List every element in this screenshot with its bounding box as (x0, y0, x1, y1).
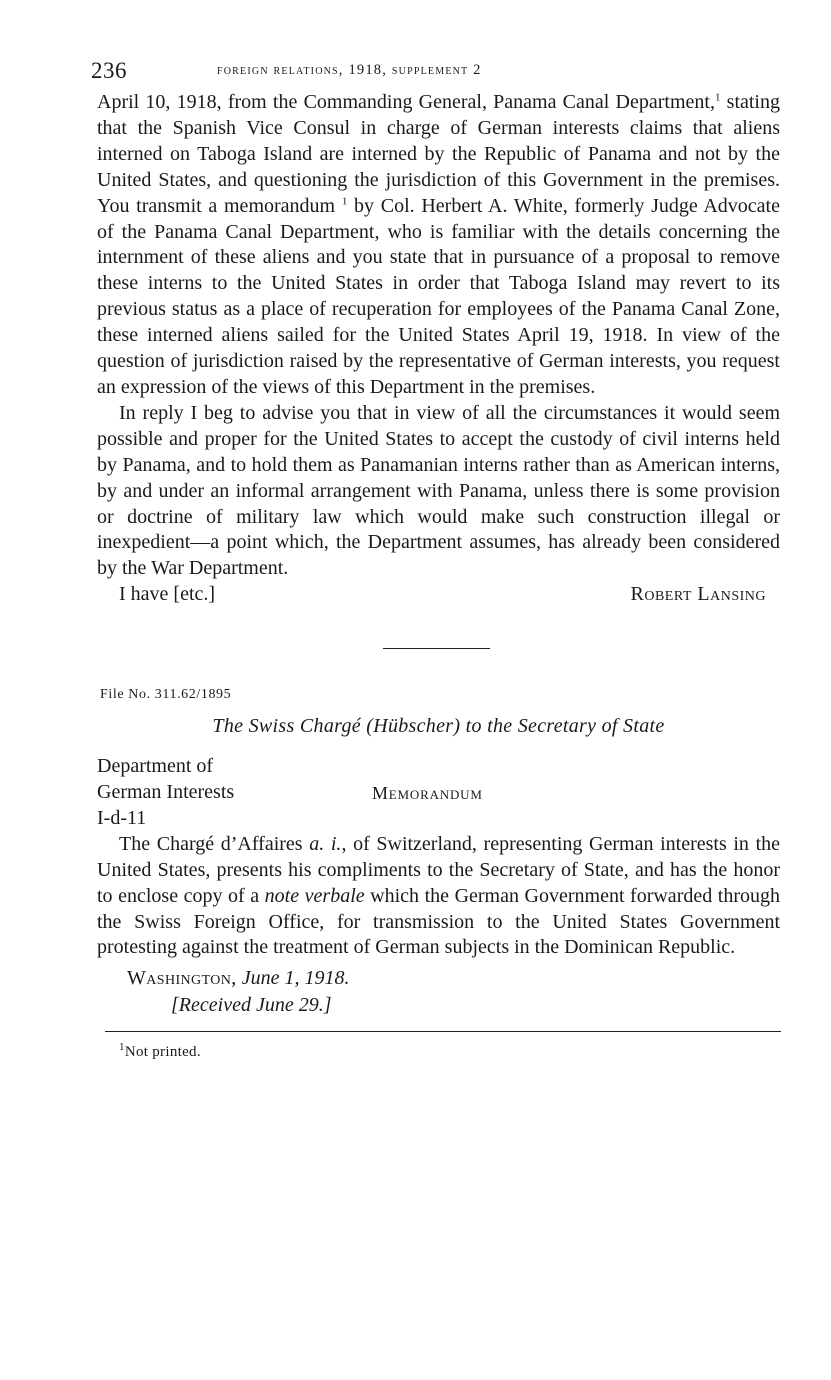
footnote-ref: 1 (341, 194, 348, 207)
section-separator (383, 648, 490, 649)
footnote (119, 1041, 780, 1061)
footnote-rule (105, 1031, 781, 1032)
running-title: foreign relations, 1918, supplement 2 (217, 62, 482, 78)
footnote-marker: 1 (119, 1041, 125, 1054)
memo-text: which the German Government forwarded through the Swiss Foreign Office, for transmission to the United States Government protesting against the treatment of German subjects in the Dominican Republic. (97, 884, 780, 959)
footnote-text: Not printed. (124, 1044, 201, 1061)
document-page (91, 56, 781, 1061)
running-header (91, 56, 780, 90)
closing: I have [etc.] (119, 583, 216, 606)
letter-text: April 10, 1918, from the Commanding General, Panama Canal Department, (97, 91, 715, 113)
dateline (97, 965, 780, 1019)
received-date: [Received June 29.] (171, 994, 332, 1017)
memo-text-italic: note verbale (264, 884, 365, 907)
footnote-ref: 1 (714, 91, 721, 104)
memo-header (97, 754, 780, 832)
letter-text: stating that the Spanish Vice Consul in charge of German interests claims that aliens interned on Taboga Island are interned by the Republic of Panama and not by the United States, and questioning the jurisdiction of this Government in the premises. You transmit a memorandum (97, 91, 780, 217)
memo-text: , of Switzerland, representing German interests in the United States, presents his compliments to the Secretary of State, and has the honor to enclose copy of a (97, 832, 781, 907)
letter-paragraph-2: In reply I beg to advise you that in view of all the circumstances it would seem possible and proper for the United States to accept the custody of civil interns held by Panama, and to hold them as Panamanian interns rather than as American interns, by and under an informal arrangement with Panama, unless there is some provision or doctrine of military law which would make such construction illegal or inexpedient—a point which, the Department assumes, has already been considered by the War Department. (97, 401, 780, 580)
department-line: Department of (97, 755, 214, 778)
place: Washington, (127, 967, 237, 990)
closing-line (97, 582, 780, 608)
letter-paragraph-1 (97, 90, 780, 401)
memorandum-label: Memorandum (372, 783, 483, 804)
letter-text: by Col. Herbert A. White, formerly Judge Advocate of the Panama Canal Department, who is familiar with the details concerning the internment of these aliens and you state that in pursuance of a proposal to remove these interns to the United States in order that Taboga Island may revert to its previous status as a place of recuperation for employees of the Panama Canal Zone, these interned aliens sailed for the United States April 19, 1918. In view of the question of jurisdiction raised by the representative of German interests, you request an expression of the views of this Department in the premises. (97, 194, 780, 398)
memo-text: The Chargé d’Affaires (119, 832, 310, 855)
place-date (127, 965, 780, 992)
memo-paragraph (97, 832, 780, 962)
file-number: File No. 311.62/1895 (100, 687, 232, 703)
department-line: German Interests (97, 781, 235, 804)
date: June 1, 1918. (241, 967, 350, 990)
memo-text-italic: a. i. (309, 832, 342, 855)
signature: Robert Lansing (630, 583, 766, 606)
reference-code: I-d-11 (97, 806, 147, 829)
document-heading: The Swiss Chargé (Hübscher) to the Secretary of State (212, 715, 665, 738)
page-number: 236 (91, 58, 127, 83)
